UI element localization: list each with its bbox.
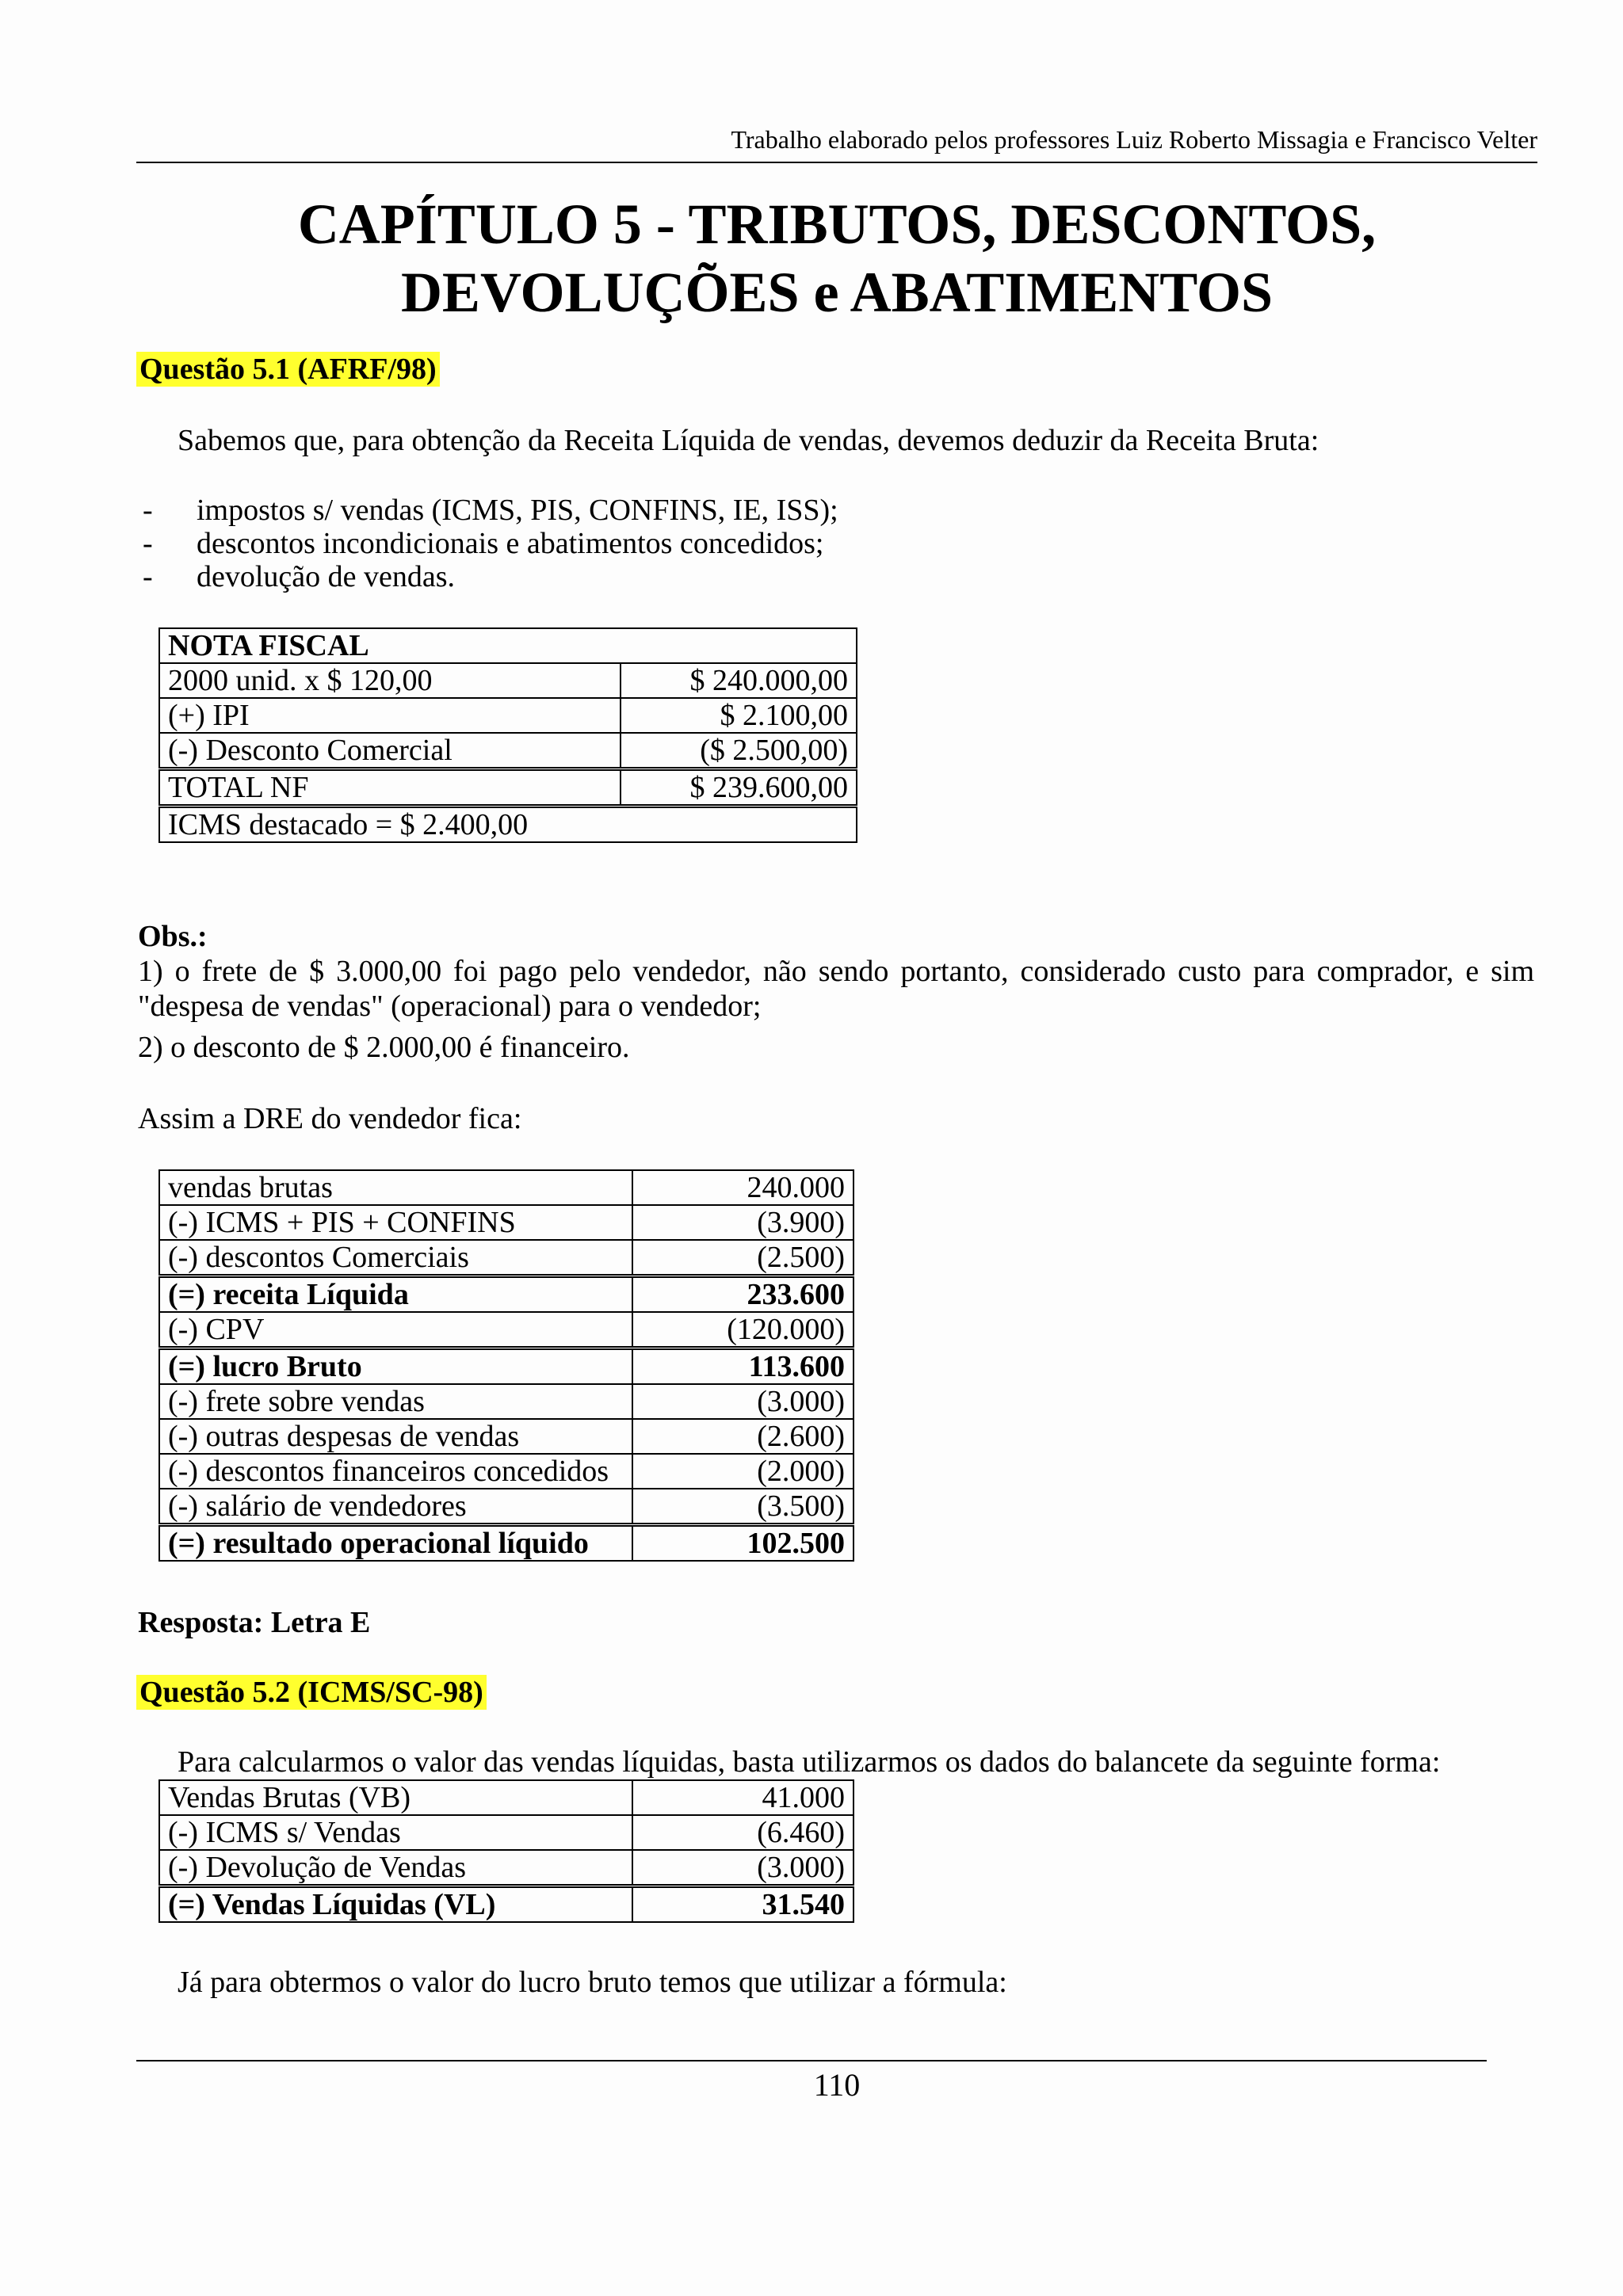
row-label: vendas brutas	[159, 1170, 632, 1205]
table-row	[159, 1348, 854, 1385]
bullet-item: - devolução de vendas.	[143, 560, 456, 593]
table-row	[159, 1312, 854, 1348]
row-label: (-) frete sobre vendas	[159, 1384, 632, 1419]
row-label: (=) receita Líquida	[159, 1276, 632, 1313]
obs-item: 2) o desconto de $ 2.000,00 é financeiro.	[138, 1031, 630, 1064]
row-value: (2.600)	[632, 1419, 854, 1454]
title-line-2: DEVOLUÇÕES e ABATIMENTOS	[400, 261, 1274, 324]
chapter-title	[136, 190, 1537, 326]
row-label: (-) salário de vendedores	[159, 1489, 632, 1525]
bullet-item: - descontos incondicionais e abatimentos concedidos;	[143, 527, 824, 560]
row-value: 41.000	[632, 1780, 854, 1815]
nota-fiscal-table	[158, 627, 857, 843]
table-row	[159, 1489, 854, 1525]
bullet-item: - impostos s/ vendas (ICMS, PIS, CONFINS, IE, ISS);	[143, 494, 838, 527]
row-label: (-) descontos Comerciais	[159, 1240, 632, 1276]
table-row	[159, 1384, 854, 1419]
obs-item: 1) o frete de $ 3.000,00 foi pago pelo vendedor, não sendo portanto, considerado custo para comprador, e sim "despesa de vendas" (operacional) para o vendedor;	[138, 955, 1534, 1023]
table-row	[159, 1815, 854, 1850]
title-line-1: CAPÍTULO 5 - TRIBUTOS, DESCONTOS,	[297, 193, 1377, 256]
table-row	[159, 1886, 854, 1923]
row-label: (-) descontos financeiros concedidos	[159, 1454, 632, 1489]
row-label: (=) Vendas Líquidas (VL)	[159, 1886, 632, 1923]
row-value: (3.000)	[632, 1850, 854, 1886]
table-row	[159, 1525, 854, 1562]
table-row: TOTAL NF $ 239.600,00	[159, 769, 857, 807]
row-value: (3.500)	[632, 1489, 854, 1525]
table-row: 2000 unid. x $ 120,00 $ 240.000,00	[159, 663, 857, 698]
table-heading: NOTA FISCAL	[159, 628, 857, 663]
row-label: (-) outras despesas de vendas	[159, 1419, 632, 1454]
question-heading: Questão 5.2 (ICMS/SC-98)	[136, 1675, 487, 1710]
table-row: (-) Desconto Comercial ($ 2.500,00)	[159, 733, 857, 769]
header-rule	[136, 162, 1537, 163]
table-row: (+) IPI $ 2.100,00	[159, 698, 857, 733]
obs-label: Obs.:	[138, 920, 208, 953]
row-value: (3.000)	[632, 1384, 854, 1419]
row-value: 113.600	[632, 1348, 854, 1385]
table-row	[159, 1170, 854, 1205]
row-label: Vendas Brutas (VB)	[159, 1780, 632, 1815]
row-value: (3.900)	[632, 1205, 854, 1240]
table-row	[159, 1419, 854, 1454]
dre-table	[158, 1169, 854, 1562]
answer: Resposta: Letra E	[138, 1606, 371, 1639]
row-value: 31.540	[632, 1886, 854, 1923]
running-header: Trabalho elaborado pelos professores Luiz Roberto Missagia e Francisco Velter	[731, 125, 1537, 154]
table-row	[159, 1850, 854, 1886]
row-label: (-) ICMS + PIS + CONFINS	[159, 1205, 632, 1240]
row-label: (-) CPV	[159, 1312, 632, 1348]
table-row	[159, 1780, 854, 1815]
row-value: (120.000)	[632, 1312, 854, 1348]
row-value: 102.500	[632, 1525, 854, 1562]
paragraph: Sabemos que, para obtenção da Receita Líquida de vendas, devemos deduzir da Receita Bruta:	[178, 424, 1319, 457]
paragraph: Para calcularmos o valor das vendas líquidas, basta utilizarmos os dados do balancete da seguinte forma:	[178, 1745, 1441, 1779]
row-value: (6.460)	[632, 1815, 854, 1850]
paragraph: Já para obtermos o valor do lucro bruto temos que utilizar a fórmula:	[178, 1966, 1007, 1999]
row-value: 240.000	[632, 1170, 854, 1205]
footer-rule	[136, 2060, 1487, 2061]
row-label: (-) ICMS s/ Vendas	[159, 1815, 632, 1850]
row-label: (=) lucro Bruto	[159, 1348, 632, 1385]
table-footer: ICMS destacado = $ 2.400,00	[159, 807, 857, 843]
row-label: (-) Devolução de Vendas	[159, 1850, 632, 1886]
table-row	[159, 1205, 854, 1240]
table-row	[159, 1276, 854, 1313]
row-value: (2.000)	[632, 1454, 854, 1489]
question-heading: Questão 5.1 (AFRF/98)	[136, 352, 440, 387]
row-value: (2.500)	[632, 1240, 854, 1276]
row-label: (=) resultado operacional líquido	[159, 1525, 632, 1562]
table-row	[159, 1240, 854, 1276]
table-row	[159, 1454, 854, 1489]
row-value: 233.600	[632, 1276, 854, 1313]
page-number: 110	[813, 2067, 861, 2103]
vendas-liquidas-table	[158, 1779, 854, 1923]
paragraph: Assim a DRE do vendedor fica:	[138, 1102, 522, 1135]
